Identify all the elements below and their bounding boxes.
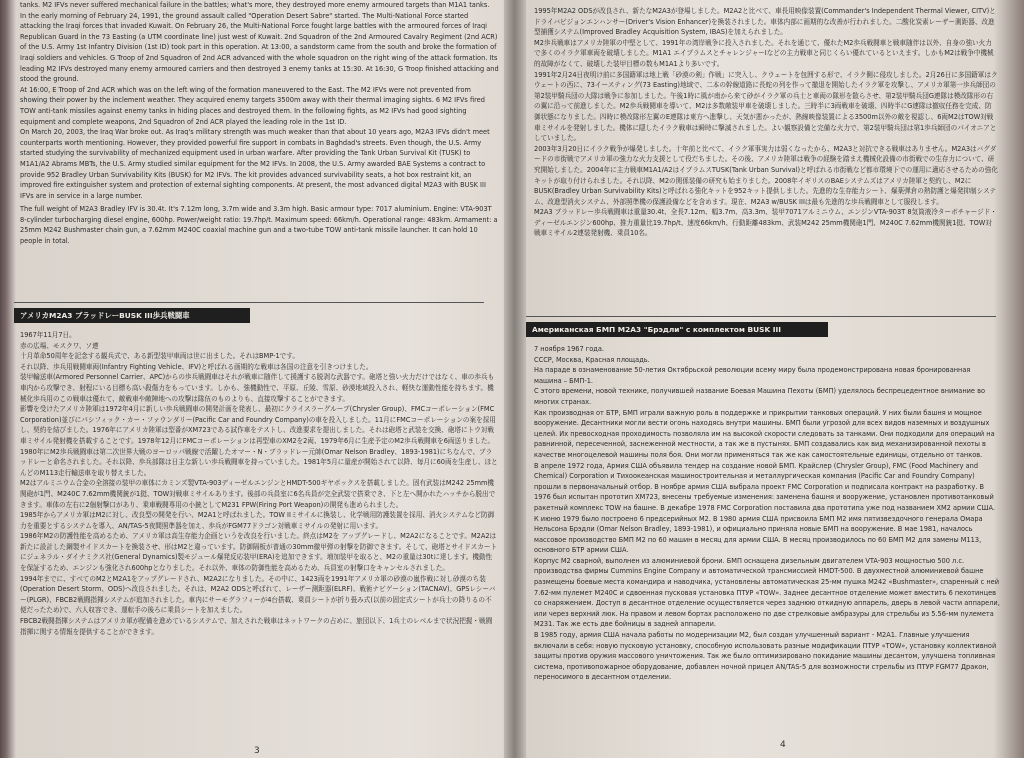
- right-page: [526, 0, 1006, 758]
- section-divider: [14, 302, 484, 303]
- en-paragraph: The full weight of M2A3 Bradley IFV is 30.4t. It's 7.12m long, 3.7m wide and 3.3m high. Basic armour type: 7017 aluminium. Engine: VTA-903T 8-cylinder turbocharging diesel engine, 600hp. Power/weight ratio: 19.7hp/t. Maximum speed: 66km/h. Operational range: 483km. Armament: a 25mm M242 Bushmaster chain gun, a 7.62mm M240C coaxial machine gun and a two-tube TOW anti-tank missile launcher. It can hold 10 people in total.: [20, 205, 498, 246]
- japanese-text: [534, 6, 998, 239]
- japanese-text: [20, 330, 498, 637]
- jp-paragraph: 1985年からアメリカ軍はM2に対し、改良型の開発を行い、M2A1と呼ばれました。TOW IIミサイルに換装し、化学戦用防護装置を採用、消火システムなど防御力を重要とするシステムを導入、AN/TAS-5夜間照準器を加え、歩兵がFGM77ドラゴン対戦車ミサイルの発射に用います。: [20, 511, 495, 530]
- left-page: [14, 0, 504, 758]
- ru-paragraph: Как производная от БТР, БМП играли важную роль в поддержке и прикрытии танковых операций. У них были башня и мощное вооружение. Десантники могли вести огонь находясь внутри машины. БМП были угрозой для всех видов наземных и воздушных целей. Их превосходная проходимость позволяла им на высокой скорости следовать за танками. Они подходили для операций на равнинной, пересеченной, заснеженной местности, а так же в пустынях. БМП создавались как вид механизированной пехоты в качестве многоцелевой машины поля боя. Они могли применяться так же как самостоятельные единицы, отдельно от танков.: [534, 408, 995, 459]
- russian-text: [534, 344, 1000, 683]
- jp-paragraph: それ以降、歩兵用戦闘車両(Infantry Fighting Vehicle、IFV)と呼ばれる画期的な戦車は各国の注意を引きつけました。: [20, 362, 373, 371]
- jp-paragraph: M2A3 ブラッドレー歩兵戦闘車は重量30.4t、全長7.12m、幅3.7m、高3.3m、装甲7071アルミニウム、エンジンVTA-903T 8気筒液冷ターボチャージド・ディーゼルエンジン600hp、推力重量比19.7hp/t、速度66km/h、行動距離483km、武装M242 25mm機関砲1門、M240C 7.62mm機関銃1挺、TOW対戦車ミサイル2連装発射機、乗員10名。: [534, 208, 997, 238]
- en-paragraph: At 16:00, E Troop of 2nd ACR which was on the left wing of the formation maneuvered to the East. The M2 IFVs were not prevented from showing their power by the inclement weather. They acquired enemy targets 3500m away with their thermal imaging sights. 6 M2 IFVs fired TOW anti-tank missiles against enemy tanks in hiding places and destroyed them. In the following fights, as M2 IFVs had good sighting equipment and complete weapons, 2nd Squadron of 2nd ACR played the leading role in the 1st ID.: [20, 85, 485, 126]
- en-paragraph: In the early morning of February 24, 1991, the ground assault called "Operation Desert Sabre" started. The Multi-National Force started attacking the Iraqi forces that invaded Kuwait. On February 26, the Multi-National Force fought large battles with the armoured forces of Iraqi Republican Guard in the 73 Easting (a UTM coordinate line) just west of Kuwait. 2nd Squadron of the 2nd Armoured Cavalry Regiment (2nd ACR) of the U.S. Army 1st Infantry Division (1st ID) took part in this operation. At 13:00, a sandstorm came from the south and broke the formation of Iraqi soldiers and vehicles. G Troop of 2nd Squadron of 2nd ACR advanced with the whole squadron on the right wing of the attack formation. Its leading M2 IFVs destroyed many enemy armoured carriers and then destroyed 3 enemy tanks at 15:30. At 16:30, G Troop finished attacking and stood the ground.: [20, 11, 499, 84]
- jp-paragraph: M2はアルミニウム合金の全溶接の装甲の車体にカミンズ製VTA-903ディーゼルエンジンとHMDT-500ギヤボックスを搭載しました。固有武装はM242 25mm機関砲が1門、M240C 7.62mm機関銃が1挺、TOW対戦車ミサイルあります。後部の兵員室に6名兵員が完全武装で搭乗でき、下と左へ開かれたハッチから脱出できます。車体の左右に2個射撃口があり、乗車戦闘専用の小銃としてM231 FPW(Firing Port Weapon)の開発も進められました。: [20, 479, 496, 509]
- page-number: 3: [254, 746, 260, 756]
- ru-paragraph: На параде в ознаменование 50-летия Октябрьской революции всему миру была продемонстрирована новая бронированная машина – БМП-1.: [534, 366, 971, 385]
- en-paragraph: tanks. M2 IFVs never suffered mechanical failure in the battles; what's more, they destroyed more enemy armoured targets than M1A1 tanks.: [20, 1, 490, 9]
- en-paragraph: On March 20, 2003, the Iraq War broke out. As Iraq's military strength was much weaker than that about 10 years ago, M2A3 IFVs didn't meet counterparts worth mentioning. However, they provided powerful fire support in combats in Baghdad's streets. Even though, the U.S. Army started studying the survivability of mechanized equipment used in urban warfare. After providing the Tank Urban Survival Kit (TUSK) to M1A1/A2 Abrams MBTs, the U.S. Army studied similar equipment for the M2 IFVs. In 2008, the U.S. Army awarded BAE Systems a contract to provide 952 Bradley Urban Survivability Kits (BUSK) for M2 IFVs. The kit provides advanced survivability seats, a hot box restraint kit, an improved fire extinguisher system and protection of external sighting components. At present, the most advanced digital M2A3 with BUSK III IFVs are in service in a large number.: [20, 128, 490, 200]
- russian-section-banner: Американская БМП М2А3 "Брэдли" с комплектом BUSK III: [526, 322, 828, 337]
- ru-paragraph: Корпус M2 сварной, выполнен из алюминиевой брони. БМП оснащена дизельным двигателем VTA-903 мощностью 500 л.с. производства фирмы Cummins Engine Company и автоматической трансмиссией HMDT-500. В двухместной алюминиевой башне размещены боевые места командира и наводчика, установлены автоматическая 25-мм пушка M242 «Bushmaster», спаренный с ней 7.62-мм пулемет M240C и сдвоенная пусковая установка ПТУР «TOW». Заднее десантное отделение может вместить 6 пехотинцев со снаряжением. Доступ в десантное отделение осуществляется через заднюю откидную аппарель, дверь в левой части аппарели, или через верхний люк. На правом и левом бортах расположено по две стрелковые амбразуры для стрельбы из 5.56-мм пулемета M231. Так же есть две бойницы в задней аппарели.: [534, 556, 1000, 629]
- jp-paragraph: 1995年M2A2 ODSが改良され、新たなM2A3が登場しました。M2A2と比べて、車長用映像装置(Commander's Independent Thermal Viewer, CITV)とドライバビジョンエンハンサー(Driver's Vision Enhancer)を換装されました。車体内部に画期的な改善が行われました。二酸化炭素レーザー測距器、改進型捕獲システム(Improved Bradley Acquisition System, IBAS)を加えられました。: [534, 7, 996, 37]
- booklet-gutter: [504, 0, 526, 758]
- jp-paragraph: 1986年M2の防護性能を高めるため、アメリカ軍は高生存能力企画というを改良を行いました。終点はM2を アップグレードし、M2A2になることです。M2A2は新たに設計した鋼製サイドスカートを換装させ、形はM2と違っています。防御隔板が普通の30mm徹甲弾の射撃を防御できます。そして、砲塔とサイドスカートにジェネラル・ダイナミクス社(General Dynamics)製モジュール爆発反応装甲(ERA)を追加できます。増加装甲を取ると、M2の重量は30tに達します。機動性を保証するため、エンジンも強化され600hpとなりました。それ以外、車体の防御性能を高めるため、兵員室の射撃口をキャンセルされました。: [20, 532, 498, 573]
- jp-paragraph: 1991年2月24日夜明け前に多国籍軍は地上戦「砂漠の剣」作戦」に突入し、クウェートを包囲する形で、イラク側に侵攻しました。2月26日に多国籍軍はクウェートの西に、73イースティング(73 Easting)地域で、二本の幹線道路に長蛇の列を作って撤退を開始したイラク軍を攻撃し、アメリカ軍第一歩兵師団の第2装甲騎兵団の大隊は戦争に参加しました。午後1時に風が南から来て砂がイラク軍の兵士と車両の隊形を散らさせ、第2装甲騎兵団G連隊は模改隊形の右の翼に沿って前進しました。M2歩兵戦闘車を導いて、M2は多数敵装甲車を破壊しました。三時半に3両戦車を破壊、四時半にG連隊は撤収任務を完成、防御状態になりました。四時に模改隊形左翼のE連隊は東方へ進撃し、天気が悪かったが、熱線映像装置による3500m以外の敵を視認し、6両M2はTOW対戦車ミサイルを発射しました。機体に隠したイラク戦車は瞬時に撃滅されました。よい観察設備と完備な火力で、第2装甲騎兵団は第1歩兵師団のパイオニアとしていました。: [534, 70, 998, 143]
- ru-paragraph: В 1985 году, армия США начала работы по модернизации M2, был создан улучшенный вариант - M2A1. Главные улучшения включали в себя: новую пусковую установку, способную использовать разные модификации ПТУР «TOW», установку коллективной защиты против оружия массового уничтожения. Так же было оптимизировано покидание машины десантом, улучшена топливная система, противопожарное оборудование, добавлен ночной прицел AN/TAS-5 для возможности стрельбы из ПТУР FGM77 Дракон, переносимого в десантном отделении.: [534, 631, 997, 682]
- jp-paragraph: 1967年11月7日。: [20, 331, 76, 339]
- ru-paragraph: СССР, Москва, Красная площадь.: [534, 355, 650, 364]
- jp-paragraph: 1994年までに、すべてのM2とM2A1をアップグレードされ、M2A2になりました。その中に、1423両を1991年アメリカ軍の砂漠の嵐作戦に対し砂漠のち装(Operation Desert Storm、ODS)へ改良されました。それは、M2A2 ODSと呼ばれて、レーザー測距器(ELRF)、戦術ナビゲーション(TACNAV)、GPSレシーバー(PLGR)、FBCB2戦闘指揮システムが追加されました。車内にサーモグラフィーが4台搭載、乗員シートが折り畳み式(以前の固定式シートが兵士の降りるの不便だったため)で、六人収容でき、運転手の後ろに乗員シートを加えました。: [20, 574, 496, 615]
- english-text: [20, 0, 500, 247]
- jp-paragraph: 2003年3月20日にイラク戦争が爆発しました。十年前と比べて、イラク軍事実力は弱くなったから、M2A3と対抗できる戦車はありません。M2A3はバグダードの市街戦でアメリカ軍の強力な火力支援として役だちました。その後、アメリカ陸軍は戦争の経験を踏まえ機械化設備の市街戦での生存力について、研究開始しました。2004年に主力戦車M1A1/A2はイブラムスTUSK(Tank Urban Survival)と呼ばれる市街戦など都市環境下での運用に適応させるための強化キットが取り付けられました。それ以降、M2の関係装備の研究も始まりました。2008年イギリスのBAEシステムズはアメリカ陸軍と契約し、M2にBUSK(Bradley Urban Survivability Kits)と呼ばれる強化キットを952キット提供しました。先進的な生存能力シート、爆薬弾倉の熱防護と爆発抑制システム、改進型消火システム、外部照準機の保護設備などを含めます。現在、M2A3 w/BUSK IIIは最も先進的な歩兵戦闘車として服役します。: [534, 144, 998, 206]
- jp-paragraph: 赤の広場、モスクワ、ソ連: [20, 341, 99, 350]
- jp-paragraph: M2歩兵戦車はアメリカ陸軍の中堅として、1991年の湾岸戦争に投入されました。それを通じて、優れたM2歩兵戦闘車と戦車随伴は以外、自身の強い火力で多くのイラク軍車両を破壊しました。M1A1 エイブラムスとチャレンジャーⅠなどの主力戦車と同じくらい優れているといえます。しかもM2は戦争中機械的故障がなくて、破壊した装甲目標の数もM1A1より多いです。: [534, 38, 994, 68]
- ru-paragraph: 7 ноября 1967 года.: [534, 345, 604, 353]
- jp-paragraph: 影響を受けたアメリカ陸軍は1972年4月に新しい歩兵戦闘車の開発計画を発表し、最初にクライスラーグループ(Chrysler Group)、FMCコーポレーション(FMC Corporation)並びにパシフィック・カー・ファウンダリー(Pacific Car and Foundry Company)の車を投入しました。11月にFMCコーポレーションの案を採用し、契約を結びました。1976年にアメリカ陸軍は型番がXM723である試作車をテストし、改進要求を提出しました。それは砲塔と武装を交換、砲塔にトウ対戦車ミサイル発射機を搭載することです。1978年12月にFMCコーポレーションは再型車のXM2を2両、1979年6月に生産予定のM2歩兵戦闘車を6両送りました。1980年にM2歩兵戦闘車は第二次世界大戦のヨーロッパ戦線で活躍したオマー・N・ブラッドレー元帥(Omar Nelson Bradley、1893-1981)にちなんで、ブラッドレーと命名されました。それ以降、歩兵部隊は日主な新しい歩兵戦闘車を持っていました。1981年5月に量産が開始されて以降、毎月に60両を生産し、ほとんどのM113走行輸送車を取り替えました。: [20, 405, 498, 477]
- section-divider: [526, 316, 996, 317]
- ru-paragraph: В апреле 1972 года, Армия США объявила тендер на создание новой БМП. Крайслер (Chrysler Group), FMC (Food Machinery and Chemical) Corporation и Тихоокеанская машиностроительная и металлургическая компания (Pacific Car and Foundry Company) прошли в первоначальный отбор. В ноябре армия США выбрала проект FMC Corporation и подписала контракт на разработку. В 1976 был испытан прототип XM723, внесены требуемые изменения: заменена башня и вооружение, установлен противотанковый ракетный комплекс TOW на башне. В декабре 1978 FMC Corporation поставила два прототипа уже под названием XM2 армии США. К июню 1979 было построено 6 предсерийных M2. В 1980 армия США присвоила БМП M2 имя пятизвездочного генерала Омара Нельсона Брэдли (Omar Nelson Bradley, 1893-1981), и официально приняла новые БМП на вооружение. В мае 1981, началось массовое производство БМП M2 по 60 машин в месяц для армии США. В месяц производилось по 60 БМП M2 для замены M113, основного БТР армии США.: [534, 461, 996, 555]
- jp-paragraph: 装甲輸送車(Armored Personnel Carrier、APC)からの歩兵戦闘車はそれが戦車に随伴して援護する脱剥な武器です。砲塔と強い火力だけではなく、車の歩兵も車内から攻撃でき、射程にいる目標も高い殺傷力をもっています。しかも、強機動性で、平原、丘陵、雪原、砂漠地域投入され、軽快な運動性能を持ちます。機械化歩兵用のこの戦車は優れて、敵戦車や敵陣地への攻撃は隊伍のものよりも、直接攻撃することができます。: [20, 373, 495, 403]
- japanese-section-banner: アメリカM2A3 ブラッドレーBUSK III歩兵戦闘車: [14, 308, 250, 323]
- jp-paragraph: FBCB2戦闘指揮システムはアメリカ軍が配備を進めているシステムで、加えされた戦車はネットワークの占めに、旅団以下、1兵士のレベルまで状況把握・戦闘指揮に関する情報を提供することができます。: [20, 617, 493, 636]
- jp-paragraph: 十月革命50周年を記念する観兵式で、ある新型装甲車両は世に出ました。それはBMP-1です。: [20, 352, 299, 361]
- ru-paragraph: С этого времени, новой технике, получившей название Боевая Машина Пехоты (БМП) уделялось беспрецедентное внимание во многих странах.: [534, 387, 985, 406]
- page-number: 4: [780, 740, 786, 750]
